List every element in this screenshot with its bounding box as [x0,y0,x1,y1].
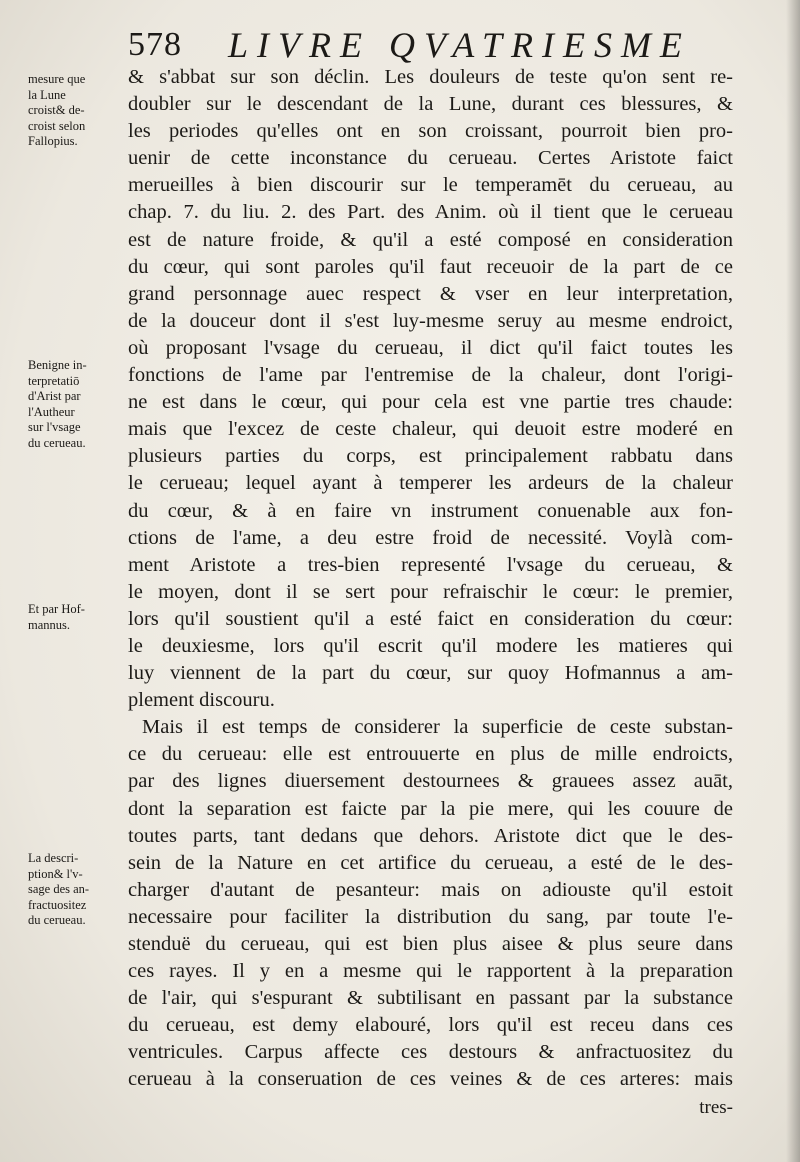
page-header [128,22,691,68]
margin-note-hofmannus [28,602,124,633]
text-line: toutes parts, tant dedans que dehors. Aristote dict que le des- [128,824,733,847]
text-line: plusieurs parties du corps, est principalement rabbatu dans [128,445,733,468]
margin-note-description [28,851,124,929]
margin-note-fallopius [28,72,124,150]
text-line: du cerueau, est demy elabouré, lors qu'il est receu dans ces [128,1014,733,1037]
text-line: est de nature froide, & qu'il a esté composé en consideration [128,228,733,251]
running-title: LIVRE QVATRIESME [228,25,691,65]
margin-note-line: mesure que [28,72,86,86]
text-line: où proposant l'vsage du cerueau, il dict qu'il faict toutes les [128,336,733,359]
margin-note-line: ption& l'v- [28,866,83,881]
text-line: cerueau à la conseruation de ces veines & de ces arteres: mais [128,1068,733,1091]
margin-note-line: La descri- [28,851,79,865]
text-line: ces rayes. Il y en a mesme qui le rapportent à la preparation [128,960,733,983]
margin-note-line: croist& de- [28,103,85,117]
text-line: Mais il est temps de considerer la superficie de ceste substan- [142,716,733,739]
text-line: mais que l'excez de ceste chaleur, qui deuoit estre moderé en [128,418,733,441]
margin-note-line: mannus. [28,617,71,632]
catchword: tres- [699,1096,733,1118]
margin-note-line: Benigne in- [28,358,87,372]
page-number: 578 [128,26,182,63]
text-line: fonctions de l'ame par l'entremise de la chaleur, dont l'origi- [128,364,733,387]
margin-note-line: fractuositez [28,897,87,912]
text-line: de la douceur dont il s'est luy-mesme seruy au mesme endroict, [128,309,733,332]
text-line: chap. 7. du liu. 2. des Part. des Anim. où il tient que le cerueau [128,201,733,224]
margin-note-line: l'Autheur [28,404,75,419]
text-line: luy viennent de la part du cœur, sur quoy Hofmannus a am- [128,662,733,685]
text-line: le moyen, dont il se sert pour refraischir le cœur: le premier, [128,580,733,603]
margin-note-line: croist selon [28,118,86,133]
text-line: doubler sur le descendant de la Lune, durant ces blessures, & [128,93,733,116]
text-line: de l'air, qui s'espurant & subtilisant en passant par la substance [128,987,733,1010]
text-line: dont la separation est faicte par la pie mere, qui les couure de [128,797,733,820]
text-line: le deuxiesme, lors qu'il escrit qu'il modere les matieres qui [128,634,733,657]
margin-note-line: Et par Hof- [28,602,85,616]
text-line: ce du cerueau: elle est entrouuerte en plus de mille endroicts, [128,743,733,766]
text-line: uenir de cette inconstance du cerueau. Certes Aristote faict [128,147,733,170]
text-line: le cerueau; lequel ayant à temperer les ardeurs de la chaleur [128,472,733,495]
text-line: par des lignes diuersement destournees & grauees assez auāt, [128,770,733,793]
text-line: merueilles à bien discourir sur le temperamēt du cerueau, au [128,174,733,197]
text-line: les periodes qu'elles ont en son croissant, pourroit bien pro- [128,120,733,143]
margin-note-line: sur l'vsage [28,420,81,434]
margin-note-line: Fallopius. [28,134,78,148]
text-line: & s'abbat sur son déclin. Les douleurs de teste qu'on sent re- [128,66,733,88]
text-line: du cœur, & à en faire vn instrument conuenable aux fon- [128,499,733,522]
text-line: ventricules. Carpus affecte ces destours & anfractuositez du [128,1041,733,1064]
text-line: necessaire pour faciliter la distribution du sang, par toute l'e- [128,905,733,928]
text-line: du cœur, qui sont paroles qu'il faut receuoir de la part de ce [128,255,733,278]
text-line: ctions de l'ame, a deu estre froid de necessité. Voylà com- [128,526,733,549]
text-line: grand personnage auec respect & vser en leur interpretation, [128,282,733,305]
text-line: charger d'autant de pesanteur: mais on adiouste qu'il estoit [128,878,733,901]
text-line: ne est dans le cœur, qui pour cela est vne partie tres chaude: [128,391,733,414]
body-text [128,64,733,1121]
page-gutter-shadow [786,0,800,1162]
margin-note-line: d'Arist par [28,389,81,403]
margin-note-line: terpretatiō [28,373,80,388]
text-line: stenduë du cerueau, qui est bien plus aisee & plus seure dans [128,933,733,955]
margin-note-benigne [28,358,124,451]
text-line: sein de la Nature en cet artifice du cerueau, a esté de le des- [128,851,733,874]
margin-note-line: du cerueau. [28,913,86,927]
margin-note-line: sage des an- [28,882,90,896]
text-line: ment Aristote a tres-bien representé l'vsage du cerueau, & [128,553,733,576]
text-line: lors qu'il soustient qu'il a esté faict en consideration du cœur: [128,607,733,630]
margin-note-line: du cerueau. [28,435,86,450]
text-line: plement discouru. [128,689,275,712]
margin-note-line: la Lune [28,87,66,102]
